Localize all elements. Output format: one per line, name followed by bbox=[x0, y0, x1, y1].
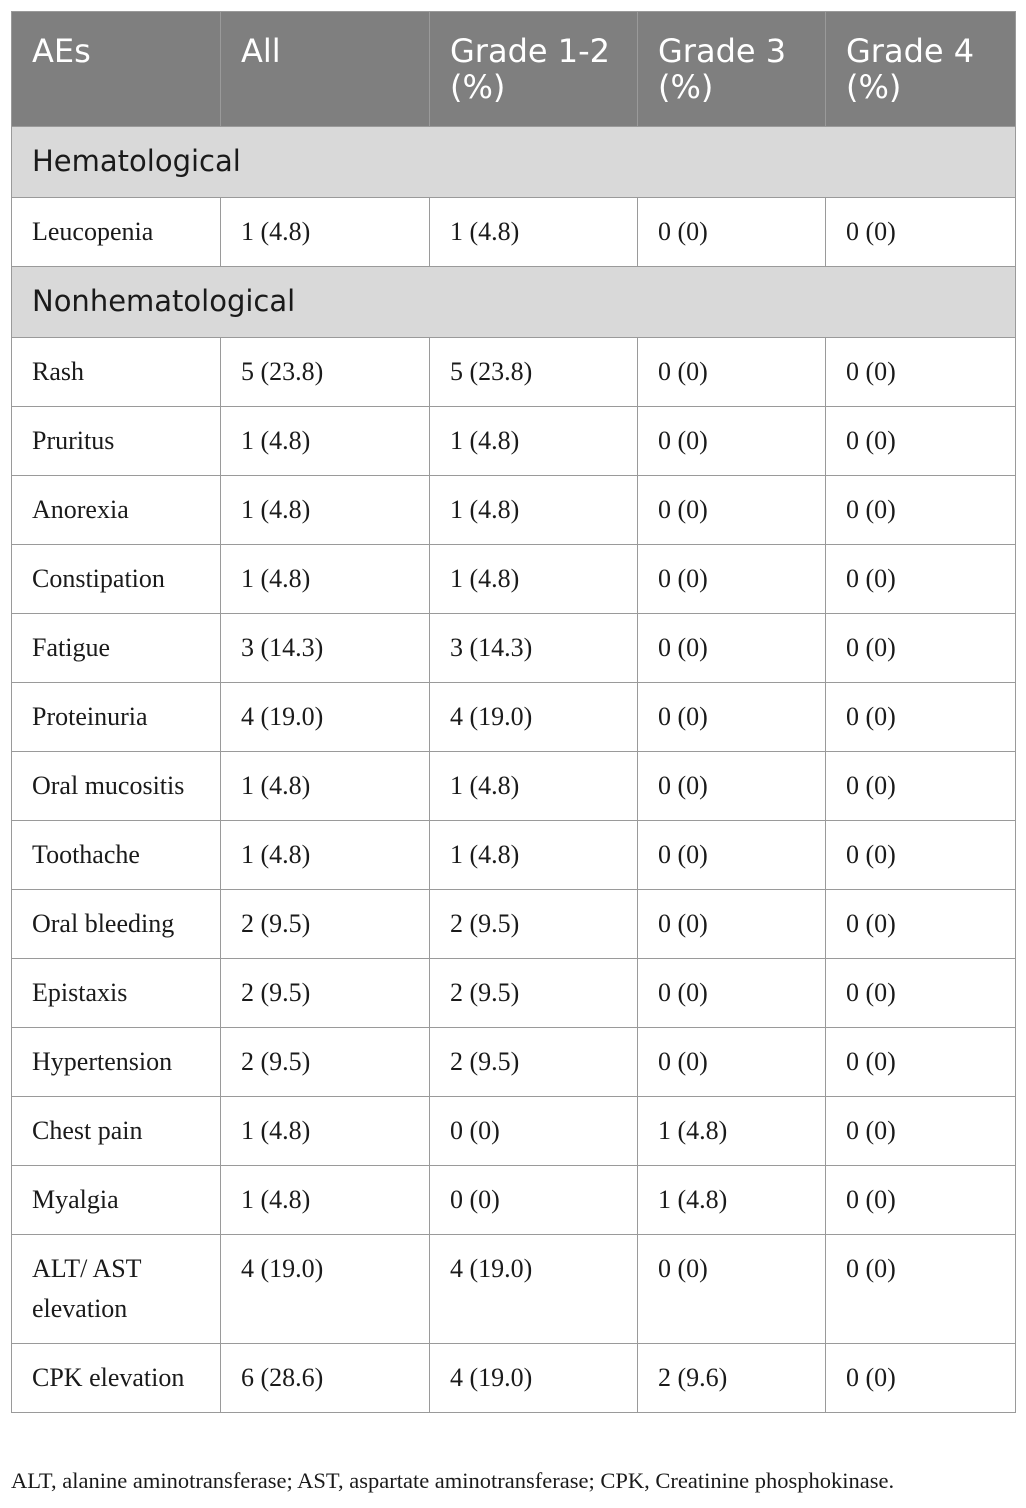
ae-grade-3-cell: 0 (0) bbox=[638, 338, 826, 407]
ae-all-cell: 1 (4.8) bbox=[221, 407, 430, 476]
ae-all-cell: 5 (23.8) bbox=[221, 338, 430, 407]
ae-name-cell: Hypertension bbox=[12, 1028, 221, 1097]
ae-grade-4-cell: 0 (0) bbox=[826, 890, 1016, 959]
ae-grade-1-2-cell: 3 (14.3) bbox=[430, 614, 638, 683]
ae-name-cell: Anorexia bbox=[12, 476, 221, 545]
ae-name-cell: Oral bleeding bbox=[12, 890, 221, 959]
section-title: Hematological bbox=[12, 127, 1016, 198]
ae-grade-4-cell: 0 (0) bbox=[826, 198, 1016, 267]
table-row bbox=[12, 476, 1016, 545]
table-row bbox=[12, 1097, 1016, 1166]
ae-grade-3-cell: 2 (9.6) bbox=[638, 1344, 826, 1413]
header-row bbox=[12, 12, 1016, 127]
ae-all-cell: 6 (28.6) bbox=[221, 1344, 430, 1413]
ae-grade-3-cell: 0 (0) bbox=[638, 545, 826, 614]
section-row bbox=[12, 267, 1016, 338]
ae-grade-4-cell: 0 (0) bbox=[826, 614, 1016, 683]
table-footnote: ALT, alanine aminotransferase; AST, aspartate aminotransferase; CPK, Creatinine phosphokinase. bbox=[11, 1468, 895, 1493]
ae-all-cell: 1 (4.8) bbox=[221, 476, 430, 545]
ae-all-cell: 1 (4.8) bbox=[221, 1166, 430, 1235]
ae-grade-1-2-cell: 0 (0) bbox=[430, 1097, 638, 1166]
ae-grade-1-2-cell: 1 (4.8) bbox=[430, 752, 638, 821]
ae-grade-3-cell: 0 (0) bbox=[638, 752, 826, 821]
table-row bbox=[12, 545, 1016, 614]
ae-grade-3-cell: 0 (0) bbox=[638, 959, 826, 1028]
ae-name-cell: Epistaxis bbox=[12, 959, 221, 1028]
section-row bbox=[12, 127, 1016, 198]
ae-grade-4-cell: 0 (0) bbox=[826, 545, 1016, 614]
header-ae: AEs bbox=[12, 12, 221, 127]
ae-all-cell: 3 (14.3) bbox=[221, 614, 430, 683]
ae-all-cell: 1 (4.8) bbox=[221, 1097, 430, 1166]
ae-grade-1-2-cell: 1 (4.8) bbox=[430, 545, 638, 614]
ae-grade-4-cell: 0 (0) bbox=[826, 752, 1016, 821]
ae-name-cell: CPK elevation bbox=[12, 1344, 221, 1413]
ae-name-cell: Oral mucositis bbox=[12, 752, 221, 821]
ae-grade-1-2-cell: 1 (4.8) bbox=[430, 407, 638, 476]
ae-name-cell: Leucopenia bbox=[12, 198, 221, 267]
ae-grade-3-cell: 0 (0) bbox=[638, 407, 826, 476]
ae-grade-3-cell: 0 (0) bbox=[638, 1028, 826, 1097]
ae-name-cell: Toothache bbox=[12, 821, 221, 890]
ae-grade-4-cell: 0 (0) bbox=[826, 1028, 1016, 1097]
ae-grade-4-cell: 0 (0) bbox=[826, 1344, 1016, 1413]
ae-name-cell: Rash bbox=[12, 338, 221, 407]
ae-name-cell: Pruritus bbox=[12, 407, 221, 476]
ae-grade-1-2-cell: 2 (9.5) bbox=[430, 959, 638, 1028]
table-row bbox=[12, 890, 1016, 959]
table-row bbox=[12, 198, 1016, 267]
ae-grade-4-cell: 0 (0) bbox=[826, 1097, 1016, 1166]
ae-grade-1-2-cell: 0 (0) bbox=[430, 1166, 638, 1235]
ae-grade-4-cell: 0 (0) bbox=[826, 959, 1016, 1028]
ae-grade-4-cell: 0 (0) bbox=[826, 476, 1016, 545]
table-header bbox=[12, 12, 1016, 127]
ae-grade-1-2-cell: 1 (4.8) bbox=[430, 198, 638, 267]
ae-grade-3-cell: 0 (0) bbox=[638, 890, 826, 959]
ae-grade-1-2-cell: 4 (19.0) bbox=[430, 1235, 638, 1344]
table-row bbox=[12, 683, 1016, 752]
ae-grade-4-cell: 0 (0) bbox=[826, 1166, 1016, 1235]
ae-all-cell: 1 (4.8) bbox=[221, 545, 430, 614]
ae-all-cell: 4 (19.0) bbox=[221, 1235, 430, 1344]
ae-all-cell: 4 (19.0) bbox=[221, 683, 430, 752]
ae-grade-1-2-cell: 1 (4.8) bbox=[430, 821, 638, 890]
ae-grade-3-cell: 0 (0) bbox=[638, 198, 826, 267]
ae-grade-1-2-cell: 4 (19.0) bbox=[430, 683, 638, 752]
ae-grade-1-2-cell: 1 (4.8) bbox=[430, 476, 638, 545]
table-row bbox=[12, 752, 1016, 821]
header-grade-1-2: Grade 1-2 (%) bbox=[430, 12, 638, 127]
table-body bbox=[12, 127, 1016, 1413]
ae-name-cell: Myalgia bbox=[12, 1166, 221, 1235]
ae-grade-1-2-cell: 4 (19.0) bbox=[430, 1344, 638, 1413]
ae-grade-3-cell: 0 (0) bbox=[638, 1235, 826, 1344]
table-row bbox=[12, 1166, 1016, 1235]
ae-grade-4-cell: 0 (0) bbox=[826, 338, 1016, 407]
ae-grade-3-cell: 1 (4.8) bbox=[638, 1166, 826, 1235]
ae-all-cell: 1 (4.8) bbox=[221, 198, 430, 267]
table-row bbox=[12, 1028, 1016, 1097]
ae-grade-1-2-cell: 2 (9.5) bbox=[430, 1028, 638, 1097]
header-grade-4: Grade 4 (%) bbox=[826, 12, 1016, 127]
table-row bbox=[12, 614, 1016, 683]
table-row bbox=[12, 959, 1016, 1028]
ae-grade-3-cell: 0 (0) bbox=[638, 821, 826, 890]
header-grade-3: Grade 3 (%) bbox=[638, 12, 826, 127]
adverse-events-table bbox=[11, 11, 1016, 1413]
ae-name-cell: Proteinuria bbox=[12, 683, 221, 752]
ae-grade-3-cell: 0 (0) bbox=[638, 476, 826, 545]
ae-grade-1-2-cell: 5 (23.8) bbox=[430, 338, 638, 407]
header-all: All bbox=[221, 12, 430, 127]
table-row bbox=[12, 338, 1016, 407]
ae-all-cell: 2 (9.5) bbox=[221, 959, 430, 1028]
ae-grade-4-cell: 0 (0) bbox=[826, 821, 1016, 890]
ae-name-cell: Fatigue bbox=[12, 614, 221, 683]
table-row bbox=[12, 1235, 1016, 1344]
ae-name-cell: Constipation bbox=[12, 545, 221, 614]
table-row bbox=[12, 821, 1016, 890]
ae-grade-4-cell: 0 (0) bbox=[826, 407, 1016, 476]
ae-grade-1-2-cell: 2 (9.5) bbox=[430, 890, 638, 959]
ae-name-cell: Chest pain bbox=[12, 1097, 221, 1166]
ae-all-cell: 2 (9.5) bbox=[221, 1028, 430, 1097]
ae-grade-3-cell: 0 (0) bbox=[638, 683, 826, 752]
ae-all-cell: 1 (4.8) bbox=[221, 821, 430, 890]
ae-grade-4-cell: 0 (0) bbox=[826, 1235, 1016, 1344]
section-title: Nonhematological bbox=[12, 267, 1016, 338]
ae-all-cell: 2 (9.5) bbox=[221, 890, 430, 959]
ae-grade-3-cell: 0 (0) bbox=[638, 614, 826, 683]
ae-name-cell: ALT/ AST elevation bbox=[12, 1235, 221, 1344]
table-row bbox=[12, 407, 1016, 476]
ae-all-cell: 1 (4.8) bbox=[221, 752, 430, 821]
ae-grade-3-cell: 1 (4.8) bbox=[638, 1097, 826, 1166]
ae-grade-4-cell: 0 (0) bbox=[826, 683, 1016, 752]
table-row bbox=[12, 1344, 1016, 1413]
